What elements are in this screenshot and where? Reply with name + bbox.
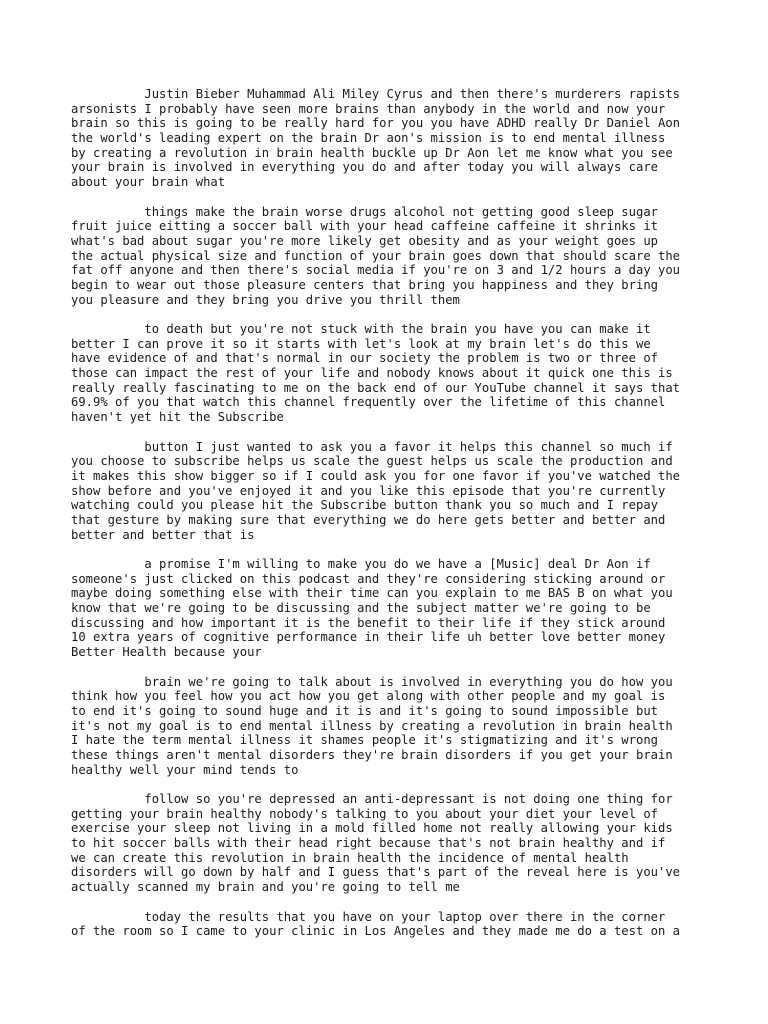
transcript-line: to hit soccer balls with their head right because that's not brain healthy and if <box>71 836 666 851</box>
transcript-line: getting your brain healthy nobody's talking to you about your diet your level of <box>71 806 658 821</box>
transcript-line: haven't yet hit the Subscribe <box>71 410 284 425</box>
transcript-line: of the room so I came to your clinic in Los Angeles and they made me do a test on a <box>71 924 681 939</box>
transcript-paragraph <box>71 910 711 939</box>
transcript-line: things make the brain worse drugs alcohol not getting good sleep sugar <box>71 204 658 219</box>
transcript-line: you pleasure and they bring you drive you thrill them <box>71 292 460 307</box>
transcript-line: we can create this revolution in brain health the incidence of mental health <box>71 850 629 865</box>
transcript-line: the actual physical size and function of your brain goes down that should scare the <box>71 248 681 263</box>
transcript-line: exercise your sleep not living in a mold filled home not really allowing your kids <box>71 821 673 836</box>
transcript-line: arsonists I probably have seen more brains than anybody in the world and now your <box>71 101 666 116</box>
transcript-page <box>71 87 711 954</box>
transcript-line: the world's leading expert on the brain Dr aon's mission is to end mental illness <box>71 131 666 146</box>
transcript-line: brain we're going to talk about is involved in everything you do how you <box>71 674 673 689</box>
transcript-line: 69.9% of you that watch this channel frequently over the lifetime of this channel <box>71 395 666 410</box>
transcript-line: think how you feel how you act how you get along with other people and my goal is <box>71 689 666 704</box>
transcript-line: better I can prove it so it starts with let's look at my brain let's do this we <box>71 336 651 351</box>
transcript-line: healthy well your mind tends to <box>71 762 299 777</box>
transcript-line: today the results that you have on your laptop over there in the corner <box>71 909 666 924</box>
transcript-line: I hate the term mental illness it shames people it's stigmatizing and it's wrong <box>71 733 658 748</box>
transcript-line: someone's just clicked on this podcast and they're considering sticking around or <box>71 571 666 586</box>
transcript-line: fat off anyone and then there's social media if you're on 3 and 1/2 hours a day you <box>71 263 681 278</box>
transcript-line: actually scanned my brain and you're going to tell me <box>71 880 460 895</box>
transcript-line: what's bad about sugar you're more likely get obesity and as your weight goes up <box>71 233 658 248</box>
transcript-line: show before and you've enjoyed it and you like this episode that you're currently <box>71 483 666 498</box>
transcript-line: it makes this show bigger so if I could ask you for one favor if you've watched the <box>71 468 681 483</box>
transcript-paragraph <box>71 557 711 660</box>
transcript-paragraph <box>71 87 711 190</box>
transcript-line: you choose to subscribe helps us scale the guest helps us scale the production and <box>71 454 673 469</box>
transcript-line: discussing and how important it is the benefit to their life if they stick around <box>71 615 666 630</box>
transcript-line: that gesture by making sure that everything we do here gets better and better and <box>71 512 666 527</box>
transcript-line: fruit juice eitting a soccer ball with your head caffeine caffeine it shrinks it <box>71 219 658 234</box>
transcript-paragraph <box>71 792 711 895</box>
transcript-line: better and better that is <box>71 527 255 542</box>
transcript-line: follow so you're depressed an anti-depressant is not doing one thing for <box>71 792 673 806</box>
transcript-line: have evidence of and that's normal in our society the problem is two or three of <box>71 351 658 366</box>
transcript-line: brain so this is going to be really hard for you you have ADHD really Dr Daniel Aon <box>71 116 681 131</box>
transcript-line: disorders will go down by half and I guess that's part of the reveal here is you've <box>71 865 681 880</box>
transcript-line: watching could you please hit the Subscribe button thank you so much and I repay <box>71 498 658 513</box>
transcript-line: these things aren't mental disorders they're brain disorders if you get your brain <box>71 747 673 762</box>
transcript-paragraph <box>71 205 711 308</box>
transcript-line: your brain is involved in everything you do and after today you will always care <box>71 160 658 175</box>
transcript-line: really really fascinating to me on the back end of our YouTube channel it says that <box>71 380 681 395</box>
transcript-line: by creating a revolution in brain health buckle up Dr Aon let me know what you see <box>71 145 673 160</box>
transcript-line: 10 extra years of cognitive performance in their life uh better love better money <box>71 630 666 645</box>
transcript-line: those can impact the rest of your life and nobody knows about it quick one this is <box>71 366 673 381</box>
transcript-line: about your brain what <box>71 175 226 190</box>
transcript-paragraph <box>71 322 711 425</box>
transcript-line: know that we're going to be discussing and the subject matter we're going to be <box>71 601 651 616</box>
transcript-line: a promise I'm willing to make you do we have a [Music] deal Dr Aon if <box>71 557 651 571</box>
transcript-line: Justin Bieber Muhammad Ali Miley Cyrus and then there's murderers rapists <box>71 87 681 101</box>
transcript-line: it's not my goal is to end mental illness by creating a revolution in brain health <box>71 718 673 733</box>
transcript-line: begin to wear out those pleasure centers that bring you happiness and they bring <box>71 277 658 292</box>
transcript-line: Better Health because your <box>71 645 262 660</box>
transcript-line: maybe doing something else with their time can you explain to me BAS B on what you <box>71 586 673 601</box>
transcript-paragraph <box>71 675 711 778</box>
transcript-paragraph <box>71 440 711 543</box>
transcript-line: to end it's going to sound huge and it is and it's going to sound impossible but <box>71 703 658 718</box>
transcript-line: to death but you're not stuck with the brain you have you can make it <box>71 322 651 336</box>
transcript-line: button I just wanted to ask you a favor it helps this channel so much if <box>71 439 673 454</box>
